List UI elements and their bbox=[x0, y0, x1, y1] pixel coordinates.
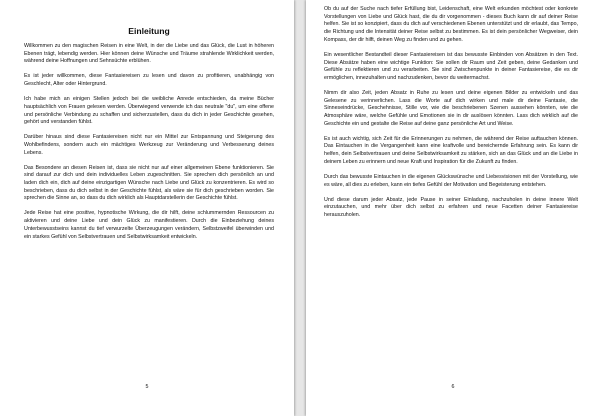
paragraph: Und diese darum jeder Absatz, jede Pause in seiner Einladung, nachzuholen in deine innere Welt einzutauchen, und mehr über dich selbst zu erfahren und neue Facetten deiner Fantasiereise herauszuholen. bbox=[324, 196, 578, 218]
right-page bbox=[306, 0, 600, 416]
paragraph: Es ist auch wichtig, sich Zeit für die Erinnerungen zu nehmen, die während der Reise auftauchen können. Das Eintauchen in die Vergangenheit kann eine kraftvolle und bereichernde Erfahrung sein. Es kann dir helfen, dein Selbstvertrauen und deine Selbstwirksamkeit zu stärken, sich an das Glück und an die Liebe in deinem Leben zu erinnern und neue Kraft und Inspiration für die Zukunft zu finden. bbox=[324, 135, 578, 165]
paragraph: Es ist jeder willkommen, diese Fantasiereisen zu lesen und davon zu profitieren, unabhängig von Geschlecht, Alter oder Hintergrund. bbox=[24, 73, 274, 88]
paragraph: Ich habe mich an einigen Stellen jedoch bei die weibliche Anrede entschieden, da meine Bücher hauptsächlich von Frauen gelesen werden. Überwiegend verwende ich das neutrale "du", um eine offene und persönliche Verbindung zu schaffen und sicherzustellen, dass du dich in jeder Geschichte gesehen, gehört und verstanden fühlst. bbox=[24, 96, 274, 126]
chapter-title: Einleitung bbox=[128, 26, 170, 36]
paragraph: Darüber hinaus sind diese Fantasiereisen nicht nur ein Mittel zur Entspannung und Steigerung des Wohlbefindens, sondern auch ein mächtiges Werkzeug zur Veränderung und Verbesserung deines Lebens. bbox=[24, 134, 274, 156]
paragraph: Das Besondere an diesen Reisen ist, dass sie nicht nur auf einer allgemeinen Ebene funktionieren. Sie sind darauf zur dich und dein individuelles Leben zugeschnitten. Sie sprechen dich persönlich an und laden dich ein, dich auf deine einzigartigen Wünsche nach Liebe und Glück zu konzentrieren. Es wird so beschrieben, dass du dich selbst in der Geschichte fühlst, als wäre sie für dich geschrieben worden. Sie sprechen die Sinne an, so dass du dich wirklich als Hauptdarstellerin der Geschichte fühlst. bbox=[24, 164, 274, 202]
left-page bbox=[0, 0, 294, 416]
page-number: 5 bbox=[145, 384, 149, 390]
paragraph: Ob du auf der Suche nach tiefer Erfüllung bist, Leidenschaft, eine Welt erkunden möchtest oder konkrete Vorstellungen von Liebe und Glück hast, die du dir vorgenommen - dieses Buch kann dir auf deiner Reise helfen. Sie ist so konzipiert, dass du dich auf verschiedenen Ebenen unterstützt und dir erlaubt, das Tempo, die Richtung und die Intensität deiner Reise selbst zu bestimmen. Es ist dein persönlicher Wegweiser, dein Kompass, der dir hilft, deinen Weg zu finden und zu gehen. bbox=[324, 6, 578, 43]
paragraph: Ein wesentlicher Bestandteil dieser Fantasiereisen ist das bewusste Einbinden von Absätzen in den Text. Diese Absätze haben eine wichtige Funktion: Sie sollen dir Raum und Zeit geben, deine Gedanken und Gefühle zu reflektieren und zu verarbeiten. Sie sind Zwischenpunkte in deiner Fantasiereise, die es dir ermöglichen, innezuhalten und nachzudenken, bevor du weitermachst. bbox=[324, 51, 578, 81]
paragraph: Durch das bewusste Eintauchen in die eigenen Glückswünsche und Liebesvisionen mit der Vorstellung, wie es wäre, all dies zu erleben, kann ein tiefes Gefühl der Motivation und Begeisterung entstehen. bbox=[324, 173, 578, 188]
page-number: 6 bbox=[451, 384, 455, 390]
paragraph: Willkommen zu den magischen Reisen in eine Welt, in der die Liebe und das Glück, die Lust in höheren Ebenen trägt, lebendig werden. Hier können deine Wünsche und Träume strahlende Wirklichkeit werden, während deine Hoffnungen und Sehnsüchte erblühen. bbox=[24, 43, 274, 65]
paragraph: Nimm dir also Zeit, jeden Absatz in Ruhe zu lesen und deine eigenen Bilder zu entwickeln und das Gelesene zu verinnerlichen. Lass die Worte auf dich wirken und male dir deine Fantasie, die Sinneseindrücke, Geschehnisse, Stille vor, wie die beschriebenen Szenen aussehen könnten, wie die Atmosphäre wäre, welche Gefühle und Emotionen sie in dir auslösen könnten. Lass dich wirklich auf die Geschichte ein und gestalte die Reise auf deine ganz persönliche Art und Weise. bbox=[324, 89, 578, 127]
paragraph: Jede Reise hat eine positive, hypnotische Wirkung, die dir hilft, deine schlummernden Ressourcen zu aktivieren und deine Liebe und dein Glück zu manifestieren. Durch die Einbeziehung deines Unterbewusstseins kannst du tief verwurzelte Überzeugungen verändern, Selbstzweifel überwinden und ein starkes Gefühl von Selbstvertrauen und Selbstwirksamkeit entwickeln. bbox=[24, 210, 274, 240]
